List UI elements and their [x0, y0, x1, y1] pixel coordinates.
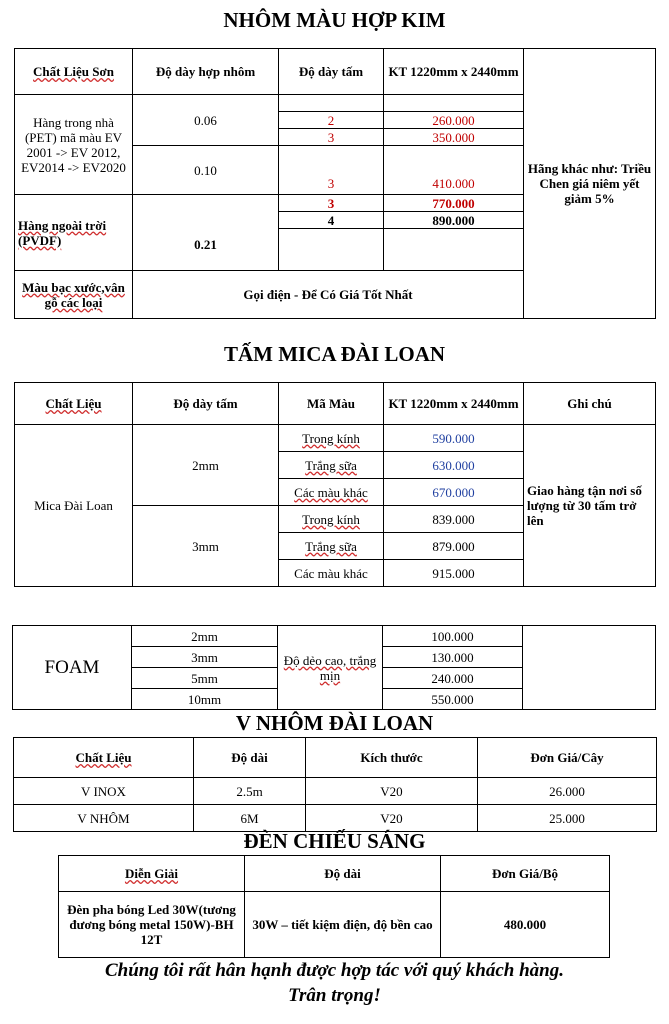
den-table — [58, 855, 610, 958]
nhom-silver-label: Màu bạc xước,vân gỗ các loại — [15, 271, 133, 319]
nhom-header-size: KT 1220mm x 2440mm — [384, 49, 524, 95]
den-price: 480.000 — [441, 892, 610, 958]
den-desc: Đèn pha bóng Led 30W(tương đương bóng metal 150W)-BH 12T — [59, 892, 245, 958]
mica-header-row — [15, 383, 656, 425]
mica-price: 630.000 — [384, 452, 524, 479]
vnhom-row — [14, 805, 657, 832]
den-header-row — [59, 856, 610, 892]
foam-thick: 3mm — [132, 647, 278, 668]
vnhom-price: 26.000 — [478, 778, 657, 805]
foam-price: 550.000 — [383, 689, 523, 710]
nhom-header-row — [15, 49, 656, 95]
vnhom-title: V NHÔM ĐÀI LOAN — [235, 711, 434, 735]
vnhom-name: V NHÔM — [14, 805, 194, 832]
mica-note: Giao hàng tận nơi số lượng từ 30 tấm trở lên — [524, 425, 656, 587]
nhom-sheet: 3 — [279, 195, 384, 212]
nhom-price: 890.000 — [384, 212, 524, 229]
vnhom-name: V INOX — [14, 778, 194, 805]
nhom-price: 350.000 — [384, 129, 524, 146]
nhom-sheet: 3 — [279, 129, 384, 146]
nhom-indoor-label: Hàng trong nhà (PET) mã màu EV 2001 -> EV 2012, EV2014 -> EV2020 — [15, 95, 133, 195]
nhom-sheet: 3 — [279, 146, 384, 195]
mica-header-note: Ghi chú — [524, 383, 656, 425]
vnhom-length: 6M — [194, 805, 306, 832]
vnhom-table — [13, 737, 657, 832]
nhom-thick-010: 0.10 — [133, 146, 279, 195]
nhom-sheet: 4 — [279, 212, 384, 229]
foam-row — [13, 626, 656, 647]
mica-title: TẤM MICA ĐÀI LOAN — [223, 342, 446, 366]
mica-color: Trắng sữa — [279, 452, 384, 479]
nhom-price: 410.000 — [384, 146, 524, 195]
nhom-price: 260.000 — [384, 112, 524, 129]
nhom-price: 770.000 — [384, 195, 524, 212]
mica-header-color: Mã Màu — [279, 383, 384, 425]
footer-line1: Chúng tôi rất hân hạnh được hợp tác với quý khách hàng. — [104, 960, 565, 981]
vnhom-header-length: Độ dài — [194, 738, 306, 778]
nhom-empty-cell — [384, 95, 524, 112]
den-header-desc: Diễn Giải — [59, 856, 245, 892]
mica-thick-2mm: 2mm — [133, 425, 279, 506]
foam-table — [12, 625, 656, 710]
vnhom-header-size: Kích thước — [306, 738, 478, 778]
footer-line2: Trân trọng! — [288, 985, 381, 1006]
mica-color: Các màu khác — [279, 560, 384, 587]
mica-material: Mica Đài Loan — [15, 425, 133, 587]
den-header-price: Đơn Giá/Bộ — [441, 856, 610, 892]
mica-row — [15, 425, 656, 452]
foam-thick: 5mm — [132, 668, 278, 689]
mica-price: 670.000 — [384, 479, 524, 506]
vnhom-length: 2.5m — [194, 778, 306, 805]
foam-desc: Độ dẻo cao, trắng mịn — [278, 626, 383, 710]
nhom-header-sheet: Độ dày tấm — [279, 49, 384, 95]
foam-price: 240.000 — [383, 668, 523, 689]
nhom-thick-006: 0.06 — [133, 95, 279, 146]
vnhom-row — [14, 778, 657, 805]
nhom-header-alloy: Độ dày hợp nhôm — [133, 49, 279, 95]
vnhom-header-price: Đơn Giá/Cây — [478, 738, 657, 778]
den-length: 30W – tiết kiệm điện, độ bền cao — [245, 892, 441, 958]
nhom-sheet: 2 — [279, 112, 384, 129]
mica-thick-3mm: 3mm — [133, 506, 279, 587]
nhom-header-material: Chất Liệu Sơn — [15, 49, 133, 95]
vnhom-size: V20 — [306, 778, 478, 805]
mica-price: 879.000 — [384, 533, 524, 560]
den-title: ĐÈN CHIẾU SÁNG — [243, 829, 426, 853]
nhom-table — [14, 48, 656, 319]
nhom-note: Hãng khác như: Triều Chen giá niêm yết giảm 5% — [524, 49, 656, 319]
nhom-thick-021: 0.21 — [133, 195, 279, 271]
nhom-empty-cell — [384, 229, 524, 271]
mica-table — [14, 382, 656, 587]
nhom-call-text: Gọi điện - Để Có Giá Tốt Nhất — [133, 271, 524, 319]
mica-color: Các màu khác — [279, 479, 384, 506]
nhom-outdoor-label: Hàng ngoài trời (PVDF) — [15, 195, 133, 271]
mica-header-thick: Độ dày tấm — [133, 383, 279, 425]
foam-price: 100.000 — [383, 626, 523, 647]
nhom-empty-cell — [279, 95, 384, 112]
mica-price: 839.000 — [384, 506, 524, 533]
vnhom-header-row — [14, 738, 657, 778]
mica-price: 590.000 — [384, 425, 524, 452]
nhom-title: NHÔM MÀU HỢP KIM — [223, 8, 446, 32]
mica-price: 915.000 — [384, 560, 524, 587]
den-row — [59, 892, 610, 958]
mica-color: Trong kính — [279, 506, 384, 533]
mica-header-material: Chất Liệu — [15, 383, 133, 425]
nhom-empty-cell — [279, 229, 384, 271]
den-header-length: Độ dài — [245, 856, 441, 892]
mica-header-size: KT 1220mm x 2440mm — [384, 383, 524, 425]
foam-thick: 10mm — [132, 689, 278, 710]
foam-empty-cell — [523, 626, 656, 710]
foam-price: 130.000 — [383, 647, 523, 668]
mica-color: Trắng sữa — [279, 533, 384, 560]
foam-label: FOAM — [13, 626, 132, 710]
foam-thick: 2mm — [132, 626, 278, 647]
mica-color: Trong kính — [279, 425, 384, 452]
vnhom-price: 25.000 — [478, 805, 657, 832]
vnhom-size: V20 — [306, 805, 478, 832]
vnhom-header-material: Chất Liệu — [14, 738, 194, 778]
